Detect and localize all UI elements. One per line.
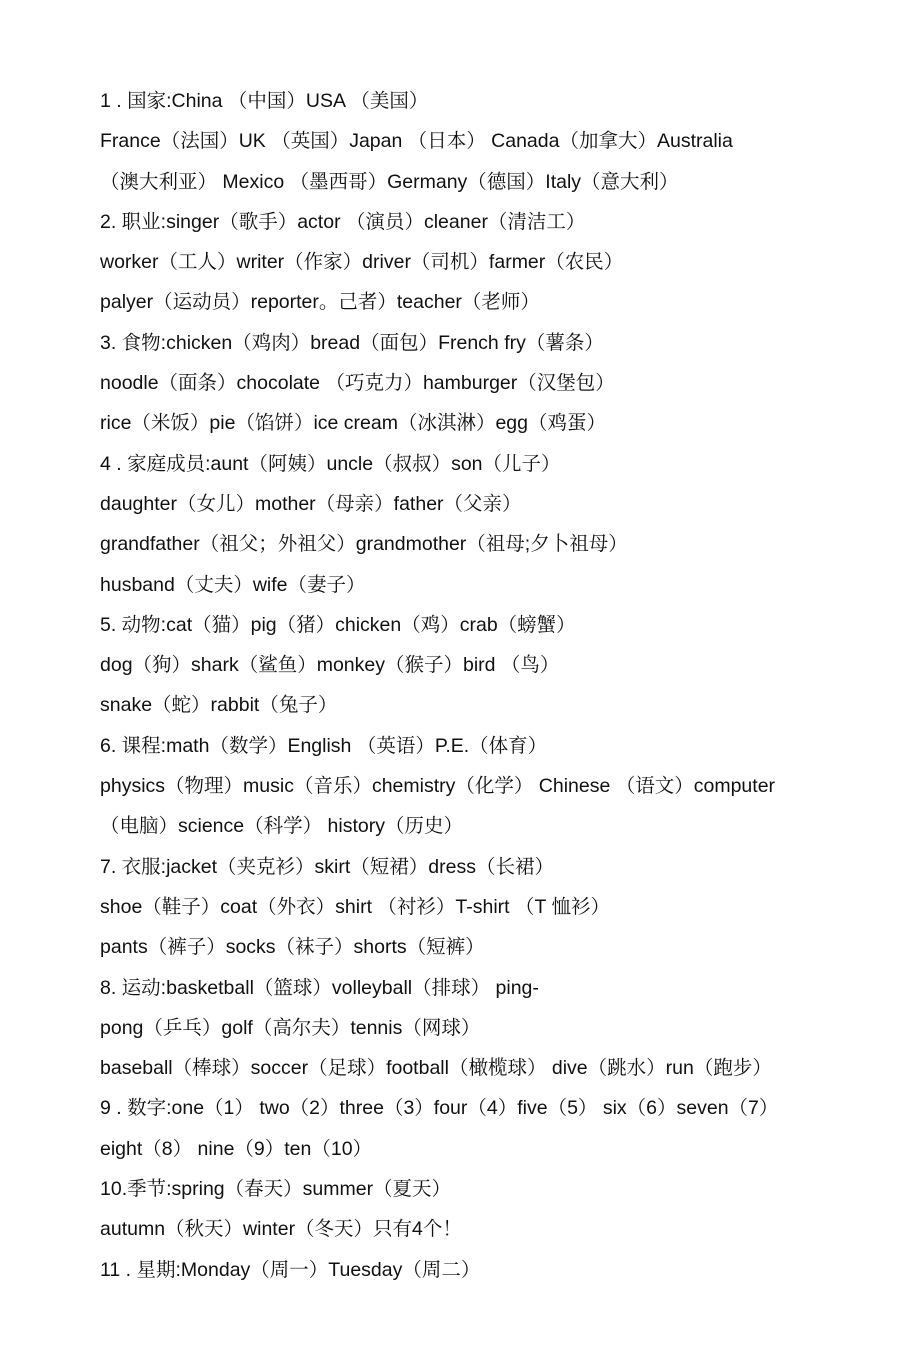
text-line: husband（丈夫）wife（妻子） — [100, 573, 366, 596]
vocabulary-list — [100, 86, 900, 1295]
text-line: dog（狗）shark（鲨鱼）monkey（猴子）bird （鸟） — [100, 654, 560, 677]
text-line: noodle（面条）chocolate （巧克力）hamburger（汉堡包） — [100, 372, 615, 395]
text-line: 7. 衣服:jacket（夹克衫）skirt（短裙）dress（长裙） — [100, 855, 554, 878]
text-line: baseball（棒球）soccer（足球）football（橄榄球） dive（跳水）run（跑步） — [100, 1057, 772, 1080]
text-line: France（法国）UK （英国）Japan （日本） Canada（加拿大）Australia — [100, 130, 733, 153]
text-line: eight（8） nine（9）ten（10） — [100, 1137, 373, 1160]
text-line: palyer（运动员）reporter。己者）teacher（老师） — [100, 291, 540, 314]
text-line: 9 . 数字:one（1） two（2）three（3）four（4）five（5） six（6）seven（7） — [100, 1097, 779, 1120]
text-line: physics（物理）music（音乐）chemistry（化学） Chinese （语文）computer — [100, 775, 776, 798]
text-line: （电脑）science（科学） history（历史） — [100, 815, 463, 838]
text-line: 4 . 家庭成员:aunt（阿姨）uncle（叔叔）son（儿子） — [100, 452, 561, 475]
text-line: grandfather（祖父；外祖父）grandmother（祖母;夕卜祖母） — [100, 533, 628, 556]
text-line: 2. 职业:singer（歌手）actor （演员）cleaner（清洁工） — [100, 210, 586, 233]
text-line: 10.季节:spring（春天）summer（夏天） — [100, 1178, 452, 1201]
text-line: 5. 动物:cat（猫）pig（猪）chicken（鸡）crab（螃蟹） — [100, 613, 576, 636]
text-line: autumn（秋天）winter（冬天）只有4个！ — [100, 1218, 462, 1241]
text-line: pong（乒乓）golf（高尔夫）tennis（网球） — [100, 1016, 481, 1039]
text-line: pants（裤子）socks（袜子）shorts（短裤） — [100, 936, 485, 959]
text-line: snake（蛇）rabbit（兔子） — [100, 694, 338, 717]
text-line: （澳大利亚） Mexico （墨西哥）Germany（德国）Italy（意大利） — [100, 170, 679, 193]
text-line: daughter（女儿）mother（母亲）father（父亲） — [100, 492, 522, 515]
text-line: rice（米饭）pie（馅饼）ice cream（冰淇淋）egg（鸡蛋） — [100, 412, 607, 435]
text-line: 3. 食物:chicken（鸡肉）bread（面包）French fry（薯条） — [100, 331, 604, 354]
text-line: shoe（鞋子）coat（外衣）shirt （衬衫）T-shirt （T 恤衫） — [100, 895, 610, 918]
text-line: worker（工人）writer（作家）driver（司机）farmer（农民） — [100, 251, 624, 274]
text-line: 1 . 国家:China （中国）USA （美国） — [100, 90, 429, 112]
text-line: 8. 运动:basketball（篮球）volleyball（排球） ping- — [100, 976, 539, 999]
text-line: 6. 课程:math（数学）English （英语）P.E.（体育） — [100, 734, 548, 757]
text-line: 11 . 星期:Monday（周一）Tuesday（周二） — [100, 1258, 481, 1281]
